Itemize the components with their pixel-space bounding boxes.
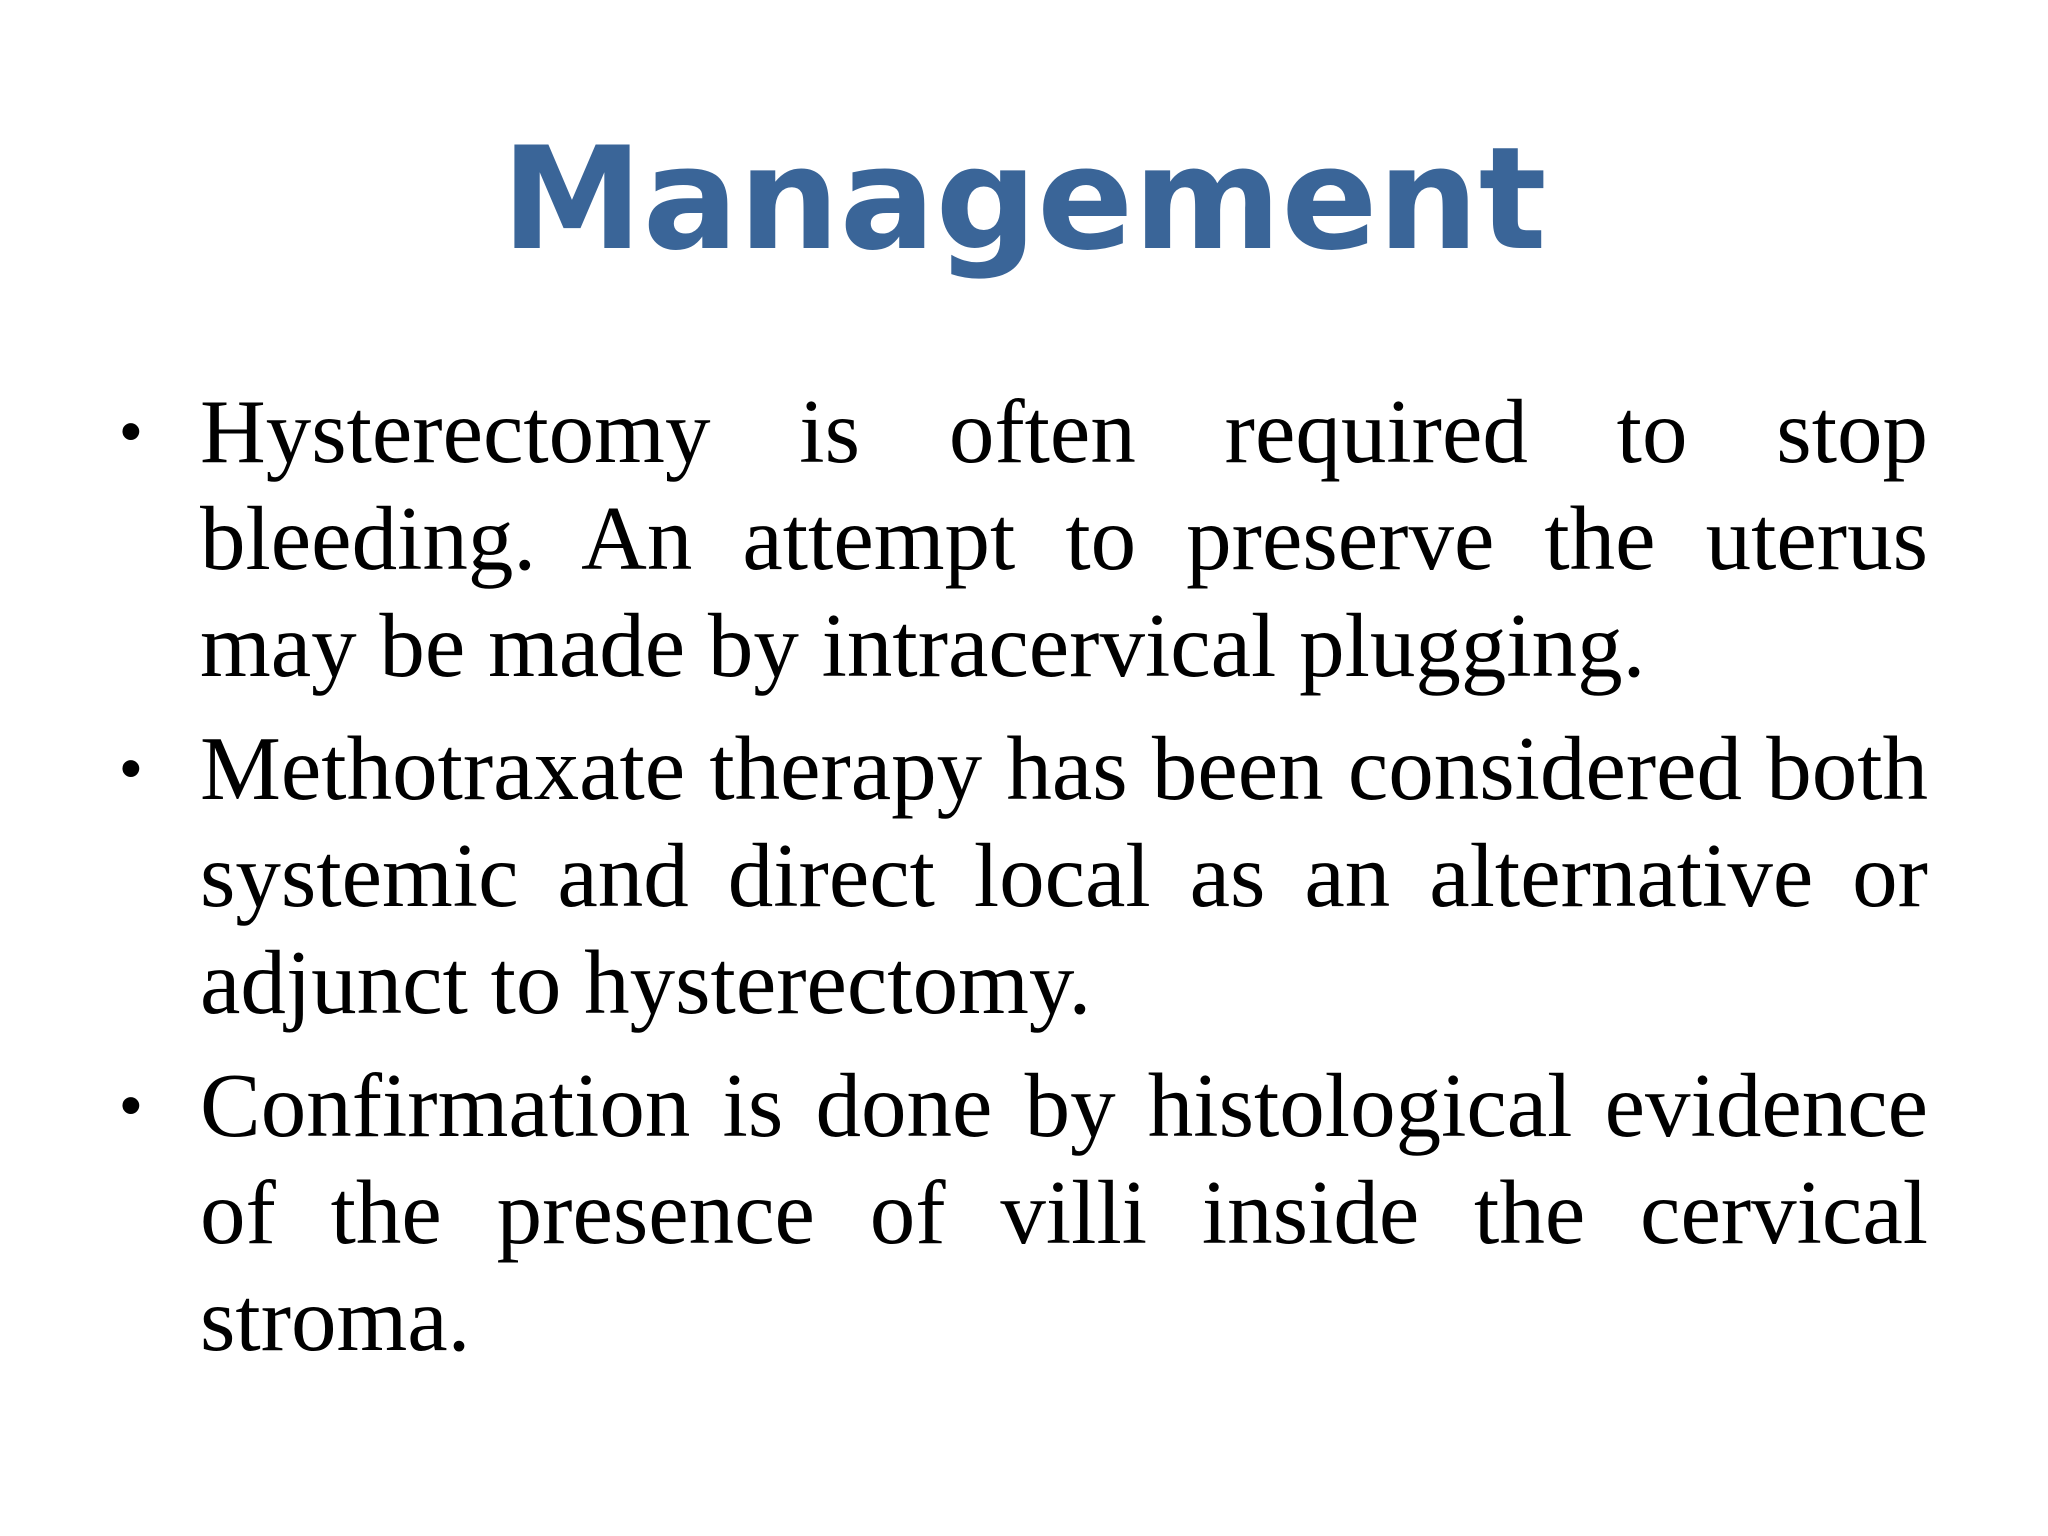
bullet-text: Hysterectomy is often required to stop bleeding. An attempt to preserve the uterus may be made by intracervical plugging. (200, 381, 1928, 696)
list-item (120, 715, 1928, 1036)
slide-title: Management (501, 117, 1547, 282)
bullet-text: Confirmation is done by histological evidence of the presence of villi inside the cervical stroma. (200, 1055, 1928, 1370)
list-item (120, 1052, 1928, 1373)
bullet-icon: • (120, 397, 142, 466)
list-item (120, 378, 1928, 699)
bullet-list (120, 378, 1928, 1389)
bullet-text: Methotraxate therapy has been considered both systemic and direct local as an alternative or adjunct to hysterectomy. (200, 718, 1928, 1033)
bullet-icon: • (120, 734, 142, 803)
bullet-icon: • (120, 1071, 142, 1140)
